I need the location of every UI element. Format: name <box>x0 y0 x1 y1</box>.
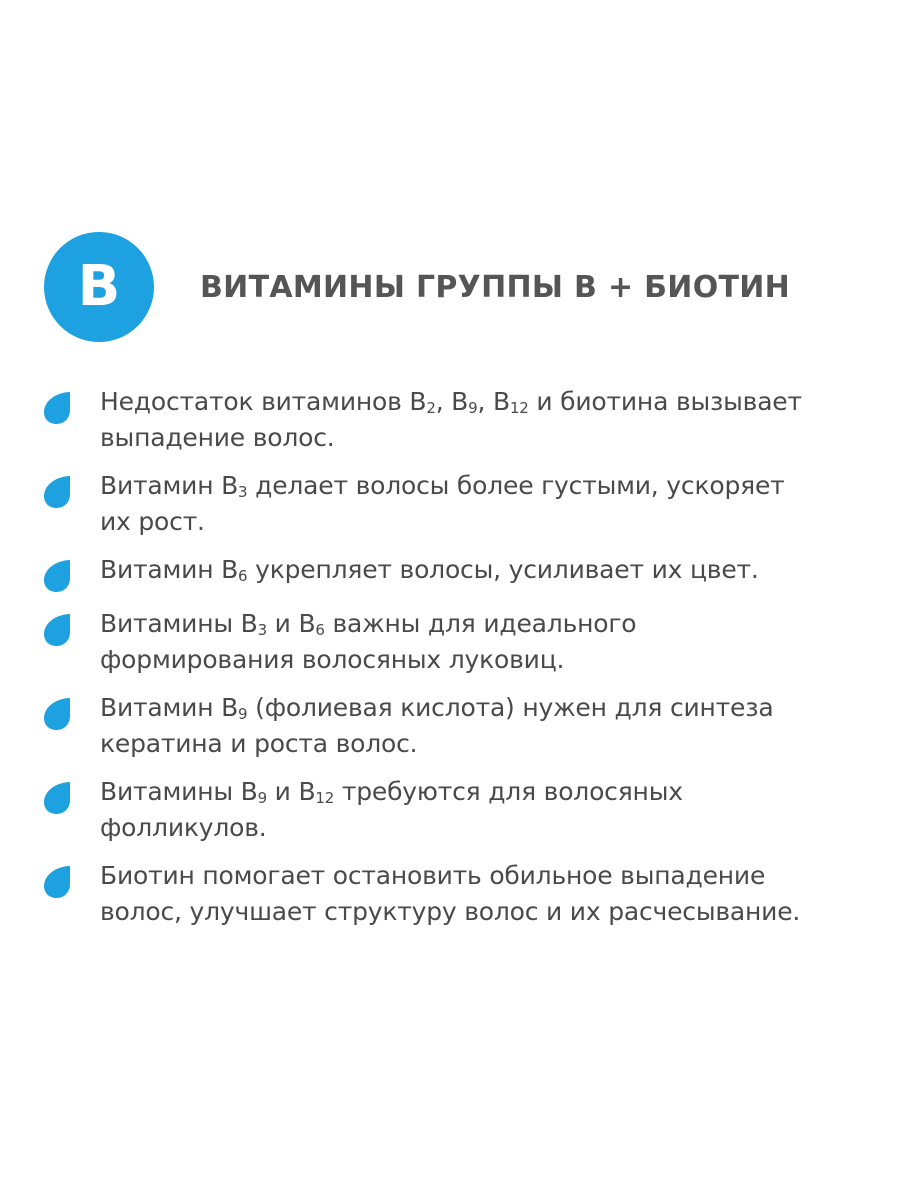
list-item <box>40 690 860 762</box>
header <box>44 232 790 342</box>
text-fragment: , В <box>477 387 510 416</box>
subscript: 6 <box>315 621 325 639</box>
list-item <box>40 606 860 678</box>
subscript: 12 <box>509 399 529 417</box>
benefits-list <box>40 384 860 942</box>
vitamin-b-badge-icon <box>44 232 154 342</box>
subscript: 12 <box>315 789 335 807</box>
list-item-text <box>100 468 785 540</box>
subscript: 3 <box>257 621 267 639</box>
badge-letter: B <box>77 254 121 319</box>
text-fragment: фолликулов. <box>100 813 267 842</box>
subscript: 9 <box>257 789 267 807</box>
water-drop-icon <box>40 780 72 816</box>
text-fragment: Витамин В <box>100 555 239 584</box>
text-fragment: требуются для волосяных <box>334 777 683 806</box>
text-fragment: и В <box>266 609 316 638</box>
text-fragment: Недостаток витаминов В <box>100 387 427 416</box>
text-fragment: и В <box>266 777 316 806</box>
list-item <box>40 468 860 540</box>
text-fragment: Витамины В <box>100 777 258 806</box>
text-fragment: , В <box>435 387 469 416</box>
list-item-text <box>100 690 773 762</box>
subscript: 9 <box>238 705 248 723</box>
text-fragment: Биотин помогает остановить обильное выпадение <box>100 861 766 890</box>
text-fragment: волос, улучшает структуру волос и их расчесывание. <box>100 897 801 926</box>
water-drop-icon <box>40 696 72 732</box>
list-item <box>40 774 860 846</box>
list-item <box>40 552 860 594</box>
water-drop-icon <box>40 612 72 648</box>
text-fragment: Витамин В <box>100 693 239 722</box>
text-fragment: важны для идеального <box>324 609 637 638</box>
list-item-text <box>100 552 759 588</box>
list-item-text <box>100 606 636 678</box>
subscript: 3 <box>238 483 248 501</box>
water-drop-icon <box>40 390 72 426</box>
text-fragment: формирования волосяных луковиц. <box>100 645 565 674</box>
subscript: 9 <box>468 399 478 417</box>
page-title: ВИТАМИНЫ ГРУППЫ В + БИОТИН <box>200 269 791 305</box>
text-fragment: Витамин В <box>100 471 239 500</box>
text-fragment: (фолиевая кислота) нужен для синтеза <box>247 693 774 722</box>
list-item <box>40 858 860 930</box>
water-drop-icon <box>40 864 72 900</box>
text-fragment: укрепляет волосы, усиливает их цвет. <box>247 555 759 584</box>
text-fragment: их рост. <box>100 507 205 536</box>
water-drop-icon <box>40 474 72 510</box>
list-item <box>40 384 860 456</box>
text-fragment: и биотина вызывает <box>528 387 802 416</box>
subscript: 2 <box>426 399 436 417</box>
list-item-text <box>100 858 800 930</box>
list-item-text <box>100 774 683 846</box>
text-fragment: кератина и роста волос. <box>100 729 418 758</box>
water-drop-icon <box>40 558 72 594</box>
text-fragment: делает волосы более густыми, ускоряет <box>247 471 785 500</box>
subscript: 6 <box>238 567 248 585</box>
text-fragment: выпадение волос. <box>100 423 335 452</box>
list-item-text <box>100 384 802 456</box>
text-fragment: Витамины В <box>100 609 258 638</box>
